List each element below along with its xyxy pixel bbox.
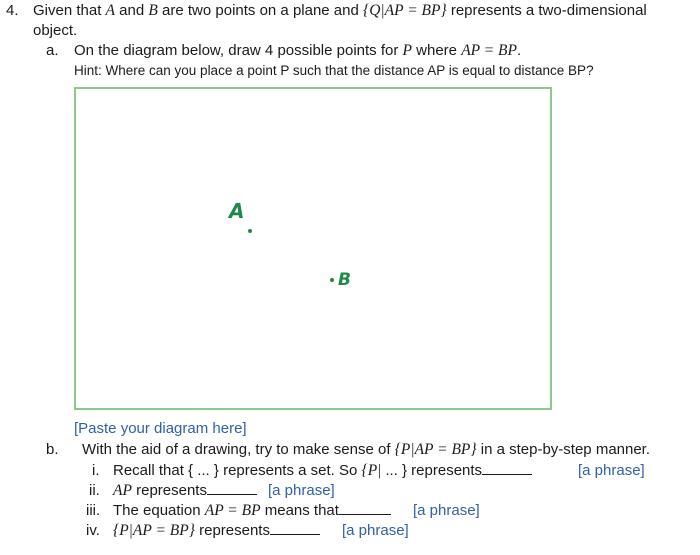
point-a-dot [248,229,252,233]
item-iii-text: The equation AP = BP means that [113,502,391,520]
point-a-label: A [229,199,245,223]
variable-a: A [105,2,116,19]
point-b-label: B [338,270,351,290]
phrase-hint: [a phrase] [342,522,409,539]
item-numeral: ii. [89,482,100,499]
question-intro-continued: object. [33,22,78,39]
phrase-hint: [a phrase] [413,502,480,519]
phrase-hint: [a phrase] [578,462,645,479]
item-iv-text: {P|AP = BP} represents [113,522,320,540]
diagram-area[interactable] [74,87,552,410]
item-numeral: iv. [86,522,100,539]
item-ii-text: AP represents [113,482,257,500]
question-number: 4. [6,2,19,19]
part-a-instruction: On the diagram below, draw 4 possible points for P where AP = BP. [74,42,522,59]
question-intro: Given that A and B are two points on a plane and {Q|AP = BP} represents a two-dimensional [33,2,647,19]
part-a-label: a. [46,42,59,59]
variable-b: B [148,2,158,19]
item-numeral: iii. [86,502,101,519]
answer-blank[interactable] [270,534,320,535]
answer-blank[interactable] [339,514,391,515]
item-numeral: i. [92,462,100,479]
set-expression: {Q|AP = BP} [363,2,447,19]
phrase-hint: [a phrase] [268,482,335,499]
part-b-label: b. [46,441,59,458]
item-i-text: Recall that { ... } represents a set. So {P| ... } represents [113,462,532,480]
point-b-dot [330,278,334,282]
part-b-instruction: With the aid of a drawing, try to make sense of {P|AP = BP} in a step-by-step manner. [82,441,651,458]
paste-diagram-placeholder[interactable]: [Paste your diagram here] [74,420,247,437]
set-expression: {P|AP = BP} [394,441,477,458]
answer-blank[interactable] [207,494,257,495]
part-a-hint: Hint: Where can you place a point P such that the distance AP is equal to distance BP? [74,63,594,78]
answer-blank[interactable] [482,474,532,475]
